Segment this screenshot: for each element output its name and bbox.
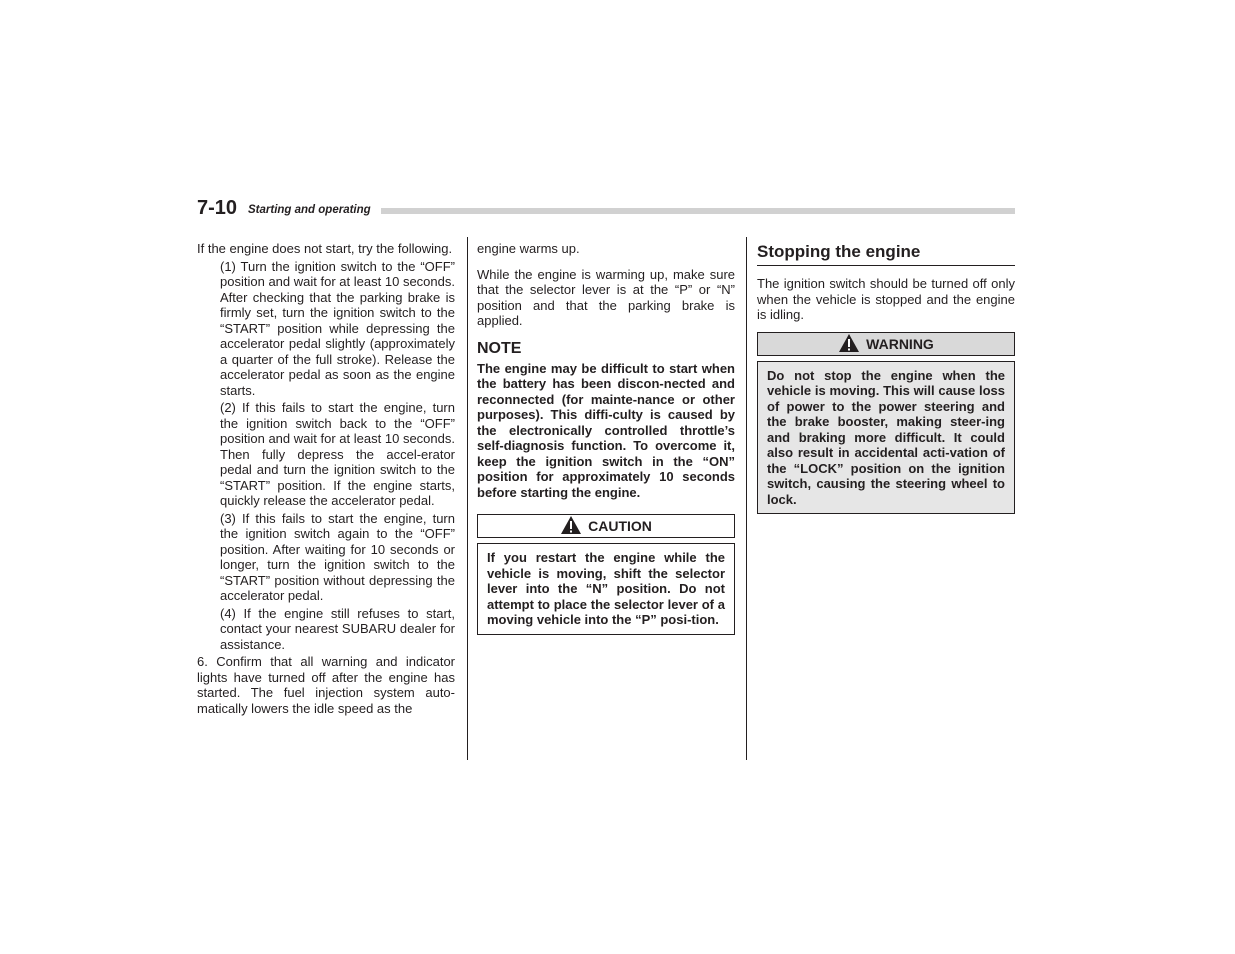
section-name: Starting and operating (248, 204, 371, 216)
step-4: (4) If the engine still refuses to start, contact your nearest SUBARU dealer for assistance. (220, 605, 455, 652)
page-number: 7-10 (197, 197, 238, 219)
column-1 (197, 241, 455, 718)
caution-label: CAUTION (588, 518, 652, 534)
section-title: Stopping the engine (757, 241, 1015, 266)
stopping-intro: The ignition switch should be turned off only when the vehicle is stopped and the engine is idling. (757, 276, 1015, 322)
caution-box (477, 543, 735, 635)
note-title: NOTE (477, 339, 522, 357)
header-bar (381, 208, 1015, 214)
item-6: 6. Confirm that all warning and indicator lights have turned off after the engine has started. The fuel injection system auto-matically lowers the idle speed as the (197, 654, 455, 716)
column-2 (477, 241, 735, 635)
caution-text: If you restart the engine while the vehicle is moving, shift the selector lever into the “N” position. Do not attempt to place the selector lever of a moving vehicle into the “P” posi-tion. (487, 550, 725, 627)
column-divider (746, 237, 747, 760)
warning-header (757, 332, 1015, 356)
step-3: (3) If this fails to start the engine, turn the ignition switch again to the “OFF” position. After waiting for 10 seconds or longer, turn the ignition switch to the “START” position without depressing the accelerator pedal. (220, 510, 455, 603)
step-2: (2) If this fails to start the engine, turn the ignition switch back to the “OFF” position and wait for at least 10 seconds. Then fully depress the accel-erator pedal and turn the ignition switch to the “START” position. If the engine starts, quickly release the accelerator pedal. (220, 400, 455, 508)
warning-label: WARNING (866, 335, 934, 352)
column-divider (467, 237, 468, 760)
continued-text: engine warms up. (477, 241, 580, 256)
caution-header (477, 514, 735, 538)
warning-triangle-icon (838, 333, 860, 353)
warming-text: While the engine is warming up, make sure that the selector lever is at the “P” or “N” position and that the parking brake is applied. (477, 266, 735, 328)
note-text: The engine may be difficult to start when the battery has been discon-nected and reconnected (for mainte-nance or other purposes). This diffi-culty is caused by the electronically controlled throttle’s self-diagnosis function. To overcome it, keep the ignition switch in the “ON” position for approximately 10 seconds before starting the engine. (477, 360, 735, 500)
step-1: (1) Turn the ignition switch to the “OFF” position and wait for at least 10 seconds. After checking that the parking brake is firmly set, turn the ignition switch to the “START” position while depressing the accelerator pedal slightly (approximately a quarter of the full stroke). Release the accelerator pedal as soon as the engine starts. (220, 258, 455, 398)
warning-text: Do not stop the engine when the vehicle is moving. This will cause loss of power to the power steering and the brake booster, making steer-ing and braking more difficult. It could also result in accidental acti-vation of the “LOCK” position on the ignition switch, causing the steering wheel to lock. (767, 367, 1005, 507)
column-3 (757, 241, 1015, 514)
page-header (197, 196, 1015, 220)
warning-box (757, 361, 1015, 515)
warning-triangle-icon (560, 515, 582, 535)
intro-text: If the engine does not start, try the following. (197, 241, 453, 256)
